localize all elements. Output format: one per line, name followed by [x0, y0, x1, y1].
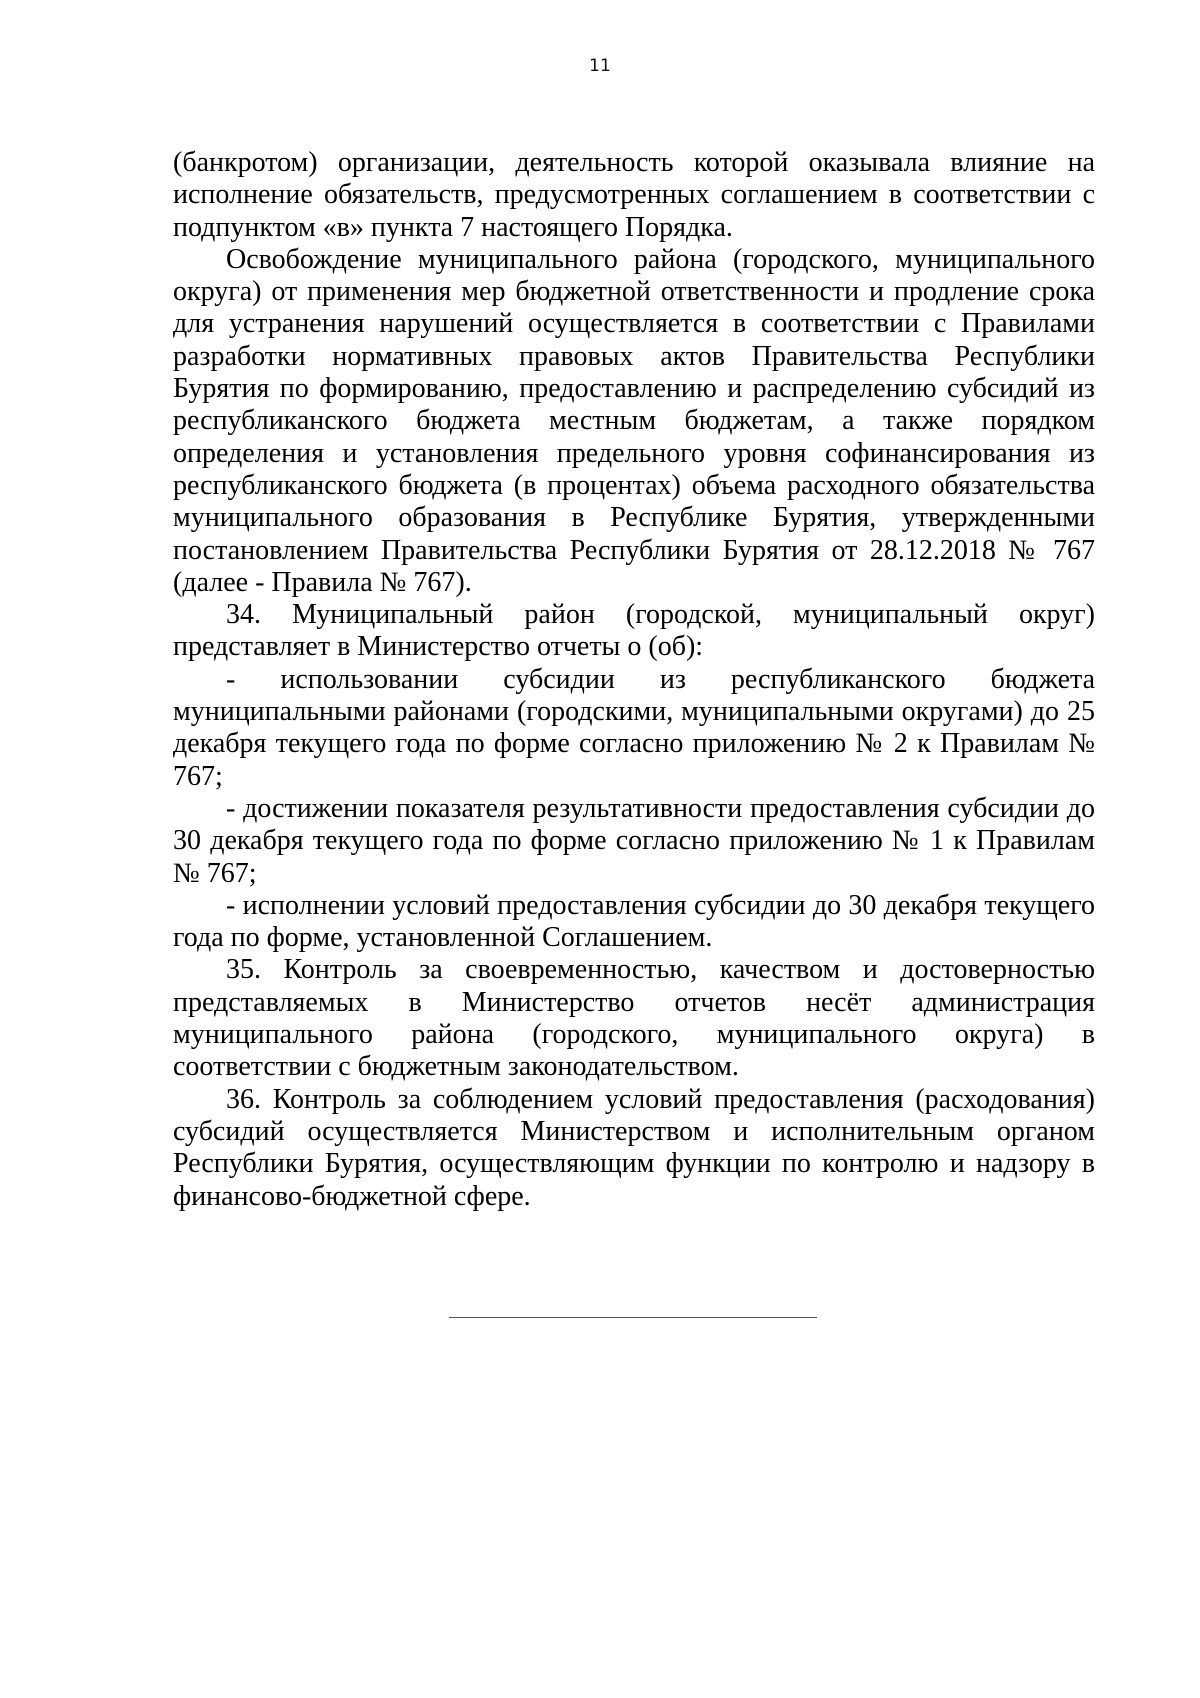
paragraph-35: 35. Контроль за своевременностью, качеством и достоверностью представляемых в Министерство отчетов несёт администрация муниципального района (городского, муниципального округа) в соответствии с бюджетным законодательством. — [173, 954, 1095, 1083]
list-item-indicator-report: - достижении показателя результативности предоставления субсидии до 30 декабря текущего года по форме согласно приложению № 1 к Правилам № 767; — [173, 792, 1095, 889]
list-item-subsidy-usage-report: - использовании субсидии из республиканского бюджета муниципальными районами (городскими, муниципальными округами) до 25 декабря текущего года по форме согласно приложению № 2 к Правилам № 767; — [173, 663, 1095, 792]
paragraph-36: 36. Контроль за соблюдением условий предоставления (расходования) субсидий осуществляется Министерством и исполнительным органом Республики Бурятия, осуществляющим функции по контролю и надзору в финансово-бюджетной сфере. — [173, 1083, 1095, 1212]
document-body — [173, 147, 1095, 1213]
paragraph-continuation: (банкротом) организации, деятельность которой оказывала влияние на исполнение обязательств, предусмотренных соглашением в соответствии с подпунктом «в» пункта 7 настоящего Порядка. — [173, 147, 1095, 243]
paragraph-release-from-measures: Освобождение муниципального района (городского, муниципального округа) от применения мер бюджетной ответственности и продление срока для устранения нарушений осуществляется в соответствии с Правилами разработки нормативных правовых актов Правительства Республики Бурятия по формированию, предоставлению и распределению субсидий из республиканского бюджета местным бюджетам, а также порядком определения и установления предельного уровня софинансирования из республиканского бюджета (в процентах) объема расходного обязательства муниципального образования в Республике Бурятия, утвержденными постановлением Правительства Республики Бурятия от 28.12.2018 № 767 (далее - Правила № 767). — [173, 243, 1095, 598]
page-number: 11 — [589, 56, 611, 76]
end-separator-line — [449, 1317, 817, 1318]
list-item-conditions-report: - исполнении условий предоставления субсидии до 30 декабря текущего года по форме, установленной Соглашением. — [173, 889, 1095, 954]
paragraph-34: 34. Муниципальный район (городской, муниципальный округ) представляет в Министерство отчеты о (об): — [173, 599, 1095, 663]
